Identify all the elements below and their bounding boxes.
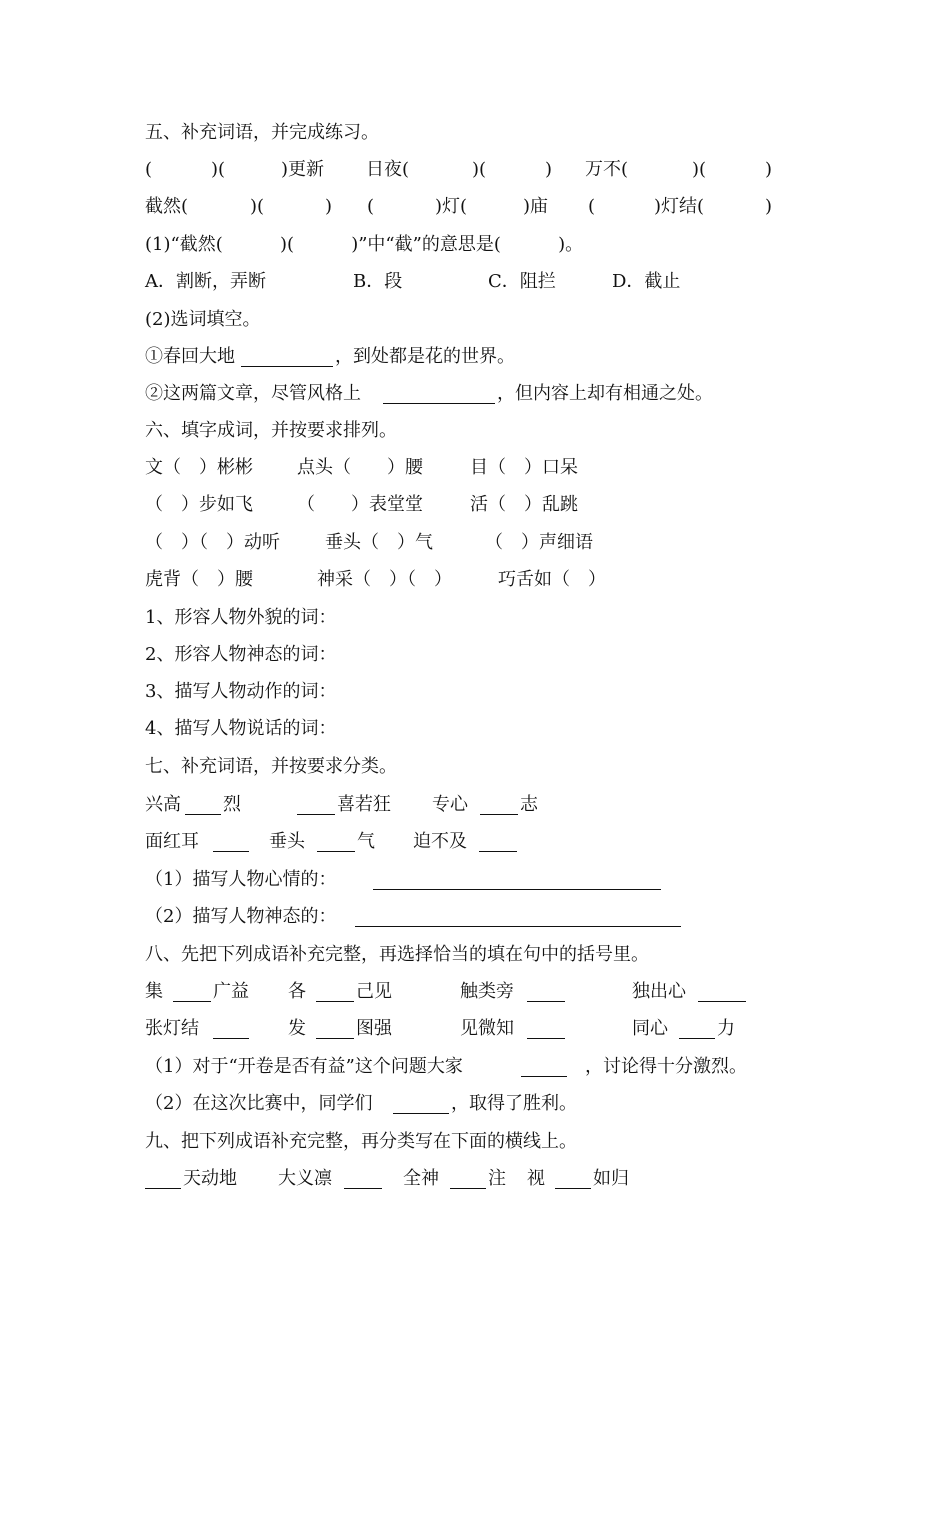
answer-blank[interactable] — [527, 1038, 565, 1039]
idiom-item: （ ）步如飞 — [145, 494, 253, 515]
section6-row2 — [145, 490, 625, 520]
section6-row4 — [145, 565, 625, 595]
idiom-item: （ ）表堂堂 — [297, 494, 423, 515]
idiom-text: 见微知 — [460, 1018, 514, 1039]
paren: ( — [145, 159, 153, 180]
paren: )( — [692, 159, 707, 180]
idiom-item: 巧舌如（ ） — [498, 569, 606, 590]
word-riye: 日夜( — [366, 159, 410, 180]
idiom-text: 各 — [288, 981, 306, 1002]
section6-question2: 2、形容人物神态的词： — [145, 644, 337, 665]
answer-blank[interactable] — [521, 1076, 567, 1077]
idiom-text: 志 — [520, 794, 538, 815]
section5-question2: (2)选词填空。 — [145, 309, 261, 330]
idiom-text: 触类旁 — [460, 981, 514, 1002]
idiom-item: 目（ ）口呆 — [470, 457, 578, 478]
answer-blank[interactable] — [185, 814, 221, 815]
idiom-item: （ ）声细语 — [485, 532, 593, 553]
idiom-text: 张灯结 — [145, 1018, 199, 1039]
idiom-text: 迫不及 — [413, 831, 467, 852]
idiom-text: 如归 — [593, 1168, 629, 1189]
word-jieran: 截然( — [145, 196, 189, 217]
idiom-text: 全神 — [403, 1168, 439, 1189]
idiom-text: 垂头 — [269, 831, 305, 852]
idiom-item: 虎背（ ）腰 — [145, 569, 253, 590]
answer-blank[interactable] — [450, 1188, 486, 1189]
answer-line[interactable] — [373, 889, 661, 890]
sentence-text: ①春回大地 — [145, 346, 235, 367]
question-text: （2）描写人物神态的： — [145, 906, 337, 927]
idiom-text: 独出心 — [632, 981, 686, 1002]
section5-row2 — [145, 192, 805, 222]
answer-blank[interactable] — [393, 1113, 449, 1114]
sentence-text: ，到处都是花的世界。 — [335, 346, 515, 367]
idiom-text: 广益 — [213, 981, 249, 1002]
word-dengjie: )灯结( — [654, 196, 705, 217]
paren: ) — [765, 159, 773, 180]
answer-blank[interactable] — [145, 1188, 181, 1189]
sentence-text: （2）在这次比赛中，同学们 — [145, 1093, 373, 1114]
section5-options — [145, 267, 705, 297]
answer-line[interactable] — [355, 926, 681, 927]
section7-row2 — [145, 827, 565, 857]
sentence-text: （1）对于“开卷是否有益”这个问题大家 — [145, 1056, 463, 1077]
idiom-text: 己见 — [356, 981, 392, 1002]
answer-blank[interactable] — [241, 366, 333, 367]
section6-row3 — [145, 528, 625, 558]
paren: ) — [325, 196, 333, 217]
answer-blank[interactable] — [479, 851, 517, 852]
idiom-text: 大义凛 — [278, 1168, 332, 1189]
paren: ( — [367, 196, 375, 217]
idiom-item: 文（ ）彬彬 — [145, 457, 253, 478]
answer-blank[interactable] — [698, 1001, 746, 1002]
section6-question3: 3、描写人物动作的词： — [145, 681, 337, 702]
answer-blank[interactable] — [316, 1001, 354, 1002]
paren: )( — [472, 159, 487, 180]
option-d: D．截止 — [612, 271, 681, 292]
word-deng: )灯( — [435, 196, 468, 217]
sentence-text: ，讨论得十分激烈。 — [585, 1056, 747, 1077]
section6-title: 六、填字成词，并按要求排列。 — [145, 420, 397, 441]
word-gengxin: )更新 — [281, 159, 325, 180]
idiom-text: 面红耳 — [145, 831, 199, 852]
sentence-text: ，取得了胜利。 — [451, 1093, 577, 1114]
idiom-text: 天动地 — [183, 1168, 237, 1189]
answer-blank[interactable] — [297, 814, 335, 815]
section5-title: 五、补充词语，并完成练习。 — [145, 122, 379, 143]
section6-row1 — [145, 453, 625, 483]
section9-row1 — [145, 1164, 665, 1194]
answer-blank[interactable] — [679, 1038, 715, 1039]
answer-blank[interactable] — [213, 851, 249, 852]
section7-question2 — [145, 902, 685, 932]
answer-blank[interactable] — [480, 814, 518, 815]
answer-blank[interactable] — [317, 851, 355, 852]
idiom-text: 集 — [145, 981, 163, 1002]
section6-question4: 4、描写人物说话的词： — [145, 718, 337, 739]
answer-blank[interactable] — [316, 1038, 354, 1039]
word-miao: )庙 — [523, 196, 549, 217]
section8-question2 — [145, 1089, 785, 1119]
section8-row2 — [145, 1014, 765, 1044]
section7-question1 — [145, 865, 685, 895]
idiom-item: （ ）（ ）动听 — [145, 532, 280, 553]
question-text: （1）描写人物心情的： — [145, 869, 337, 890]
section5-row1 — [145, 155, 805, 185]
idiom-item: 神采（ ）（ ） — [317, 569, 452, 590]
answer-blank[interactable] — [213, 1038, 249, 1039]
idiom-item: 垂头（ ）气 — [325, 532, 433, 553]
section8-title: 八、先把下列成语补充完整，再选择恰当的填在句中的括号里。 — [145, 944, 649, 965]
word-wanbu: 万不( — [585, 159, 629, 180]
section6-question1: 1、形容人物外貌的词： — [145, 607, 337, 628]
section7-row1 — [145, 790, 565, 820]
idiom-text: 力 — [717, 1018, 735, 1039]
idiom-text: 注 — [488, 1168, 506, 1189]
option-a: A．割断，弄断 — [145, 271, 266, 292]
section8-question1 — [145, 1052, 785, 1082]
answer-blank[interactable] — [383, 403, 495, 404]
idiom-text: 气 — [357, 831, 375, 852]
idiom-text: 兴高 — [145, 794, 181, 815]
paren: ( — [588, 196, 596, 217]
section9-title: 九、把下列成语补充完整，再分类写在下面的横线上。 — [145, 1131, 577, 1152]
idiom-text: 视 — [527, 1168, 545, 1189]
sentence-text: ②这两篇文章，尽管风格上 — [145, 383, 361, 404]
answer-blank[interactable] — [344, 1188, 382, 1189]
idiom-item: 活（ ）乱跳 — [470, 494, 578, 515]
idiom-text: 图强 — [356, 1018, 392, 1039]
idiom-item: 点头（ ）腰 — [297, 457, 423, 478]
paren: )( — [250, 196, 265, 217]
section8-row1 — [145, 977, 765, 1007]
sentence-text: ，但内容上却有相通之处。 — [497, 383, 713, 404]
answer-blank[interactable] — [527, 1001, 565, 1002]
option-b: B．段 — [353, 271, 403, 292]
paren: ) — [765, 196, 773, 217]
fill-sentence-2 — [145, 379, 745, 409]
section5-question1: (1)“截然( )( )”中“截”的意思是( )。 — [145, 234, 584, 255]
idiom-text: 喜若狂 — [337, 794, 391, 815]
option-c: C．阻拦 — [488, 271, 556, 292]
idiom-text: 发 — [288, 1018, 306, 1039]
fill-sentence-1 — [145, 342, 565, 372]
paren: )( — [211, 159, 226, 180]
section7-title: 七、补充词语，并按要求分类。 — [145, 756, 397, 777]
paren: ) — [545, 159, 553, 180]
idiom-text: 专心 — [432, 794, 468, 815]
idiom-text: 同心 — [632, 1018, 668, 1039]
answer-blank[interactable] — [173, 1001, 211, 1002]
idiom-text: 烈 — [223, 794, 241, 815]
answer-blank[interactable] — [555, 1188, 591, 1189]
